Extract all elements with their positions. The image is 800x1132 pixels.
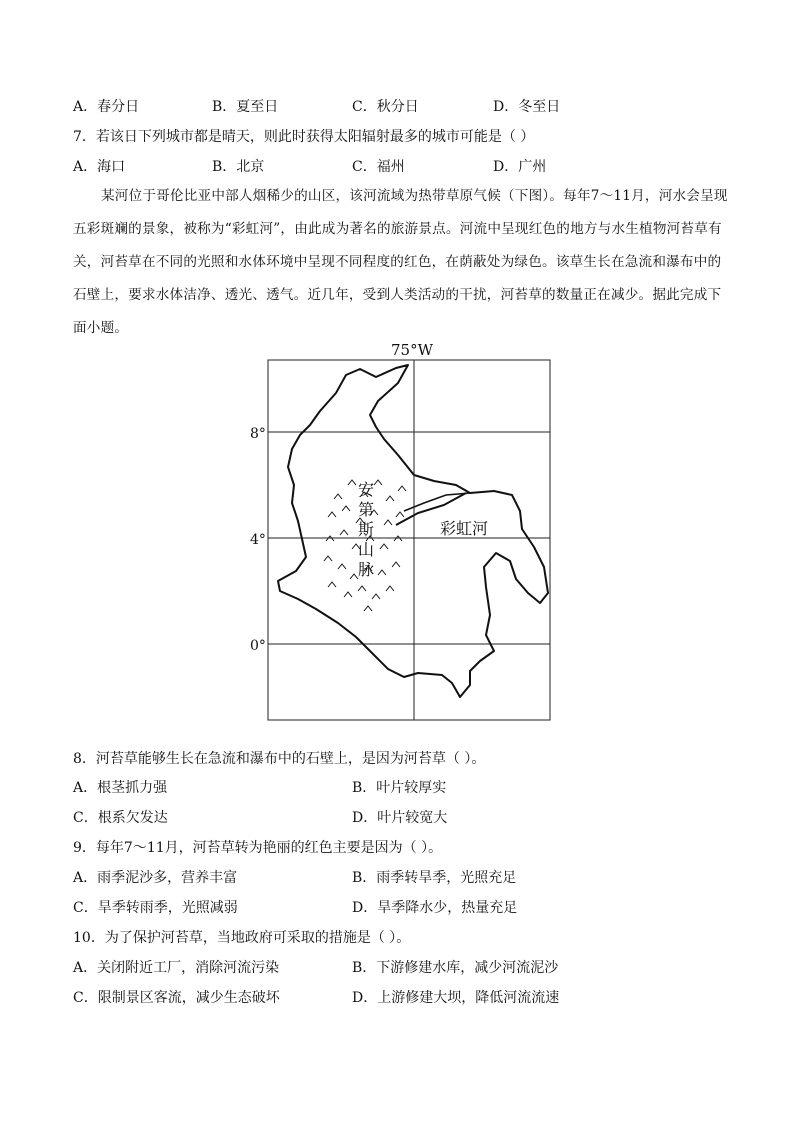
q8-option-c: C．根系欠发达 [73,810,168,826]
q8-option-a: A．根茎抓力强 [73,780,168,796]
q10-option-c: C．限制景区客流，减少生态破坏 [73,990,280,1006]
reading-passage: 某河位于哥伦比亚中部人烟稀少的山区，该河流域为热带草原气候（下图）。每年7～11月，河水会呈现五彩斑斓的景象，被称为“彩虹河”，由此成为著名的旅游景点。河流中呈现红色的地方与水生植物河苔草有关，河苔草在不同的光照和水体环境中呈现不同程度的红色，在荫蔽处为绿色。该草生长在急流和瀑布中的石壁上，要求水体洁净、透光、透气。近几年，受到人类活动的干扰，河苔草的数量正在减少。据此完成下面小题。 [73,188,728,336]
q9-option-d: D．旱季降水少，热量充足 [352,900,518,916]
mountain-label-3: 斯 [358,520,375,539]
q9-option-b: B．雨季转旱季，光照充足 [352,870,517,886]
mountain-label-5: 脉 [358,560,375,579]
q7-option-a: A．海口 [73,159,126,175]
q6-option-a: A．春分日 [73,99,140,115]
lat-label-0: 0° [250,638,266,654]
mountain-label-4: 山 [358,540,375,559]
q7-option-c: C．福州 [352,159,405,175]
q8-option-d: D．叶片较宽大 [352,810,448,826]
q10-option-b: B．下游修建水库，减少河流泥沙 [352,960,559,976]
country-outline [278,365,548,697]
q9-option-a: A．雨季泥沙多，营养丰富 [73,870,238,886]
q6-option-b: B．夏至日 [212,99,279,115]
colombia-map [248,335,568,727]
map-frame [268,360,550,720]
q7-option-d: D．广州 [493,159,547,175]
mountain-label-2: 第 [358,500,375,519]
longitude-label: 75°W [391,341,434,359]
lat-label-4: 4° [250,532,266,548]
q10-option-d: D．上游修建大坝，降低河流流速 [352,990,560,1006]
q7-option-b: B．北京 [212,159,265,175]
q8-stem: 8．河苔草能够生长在急流和瀑布中的石壁上，是因为河苔草（ ）。 [73,751,486,767]
q10-option-a: A．关闭附近工厂，消除河流污染 [73,960,280,976]
lat-label-8: 8° [250,426,266,442]
q8-option-b: B．叶片较厚实 [352,780,447,796]
mountain-label-1: 安 [358,480,375,499]
q10-stem: 10．为了保护河苔草，当地政府可采取的措施是（ ）。 [73,930,411,946]
q9-stem: 9．每年7～11月，河苔草转为艳丽的红色主要是因为（ ）。 [73,840,443,856]
q7-stem: 7．若该日下列城市都是晴天，则此时获得太阳辐射最多的城市可能是（ ） [73,129,535,145]
q9-option-c: C．旱季转雨季，光照减弱 [73,900,238,916]
river-label: 彩虹河 [440,519,489,538]
q6-option-c: C．秋分日 [352,99,419,115]
q6-option-d: D．冬至日 [493,99,561,115]
